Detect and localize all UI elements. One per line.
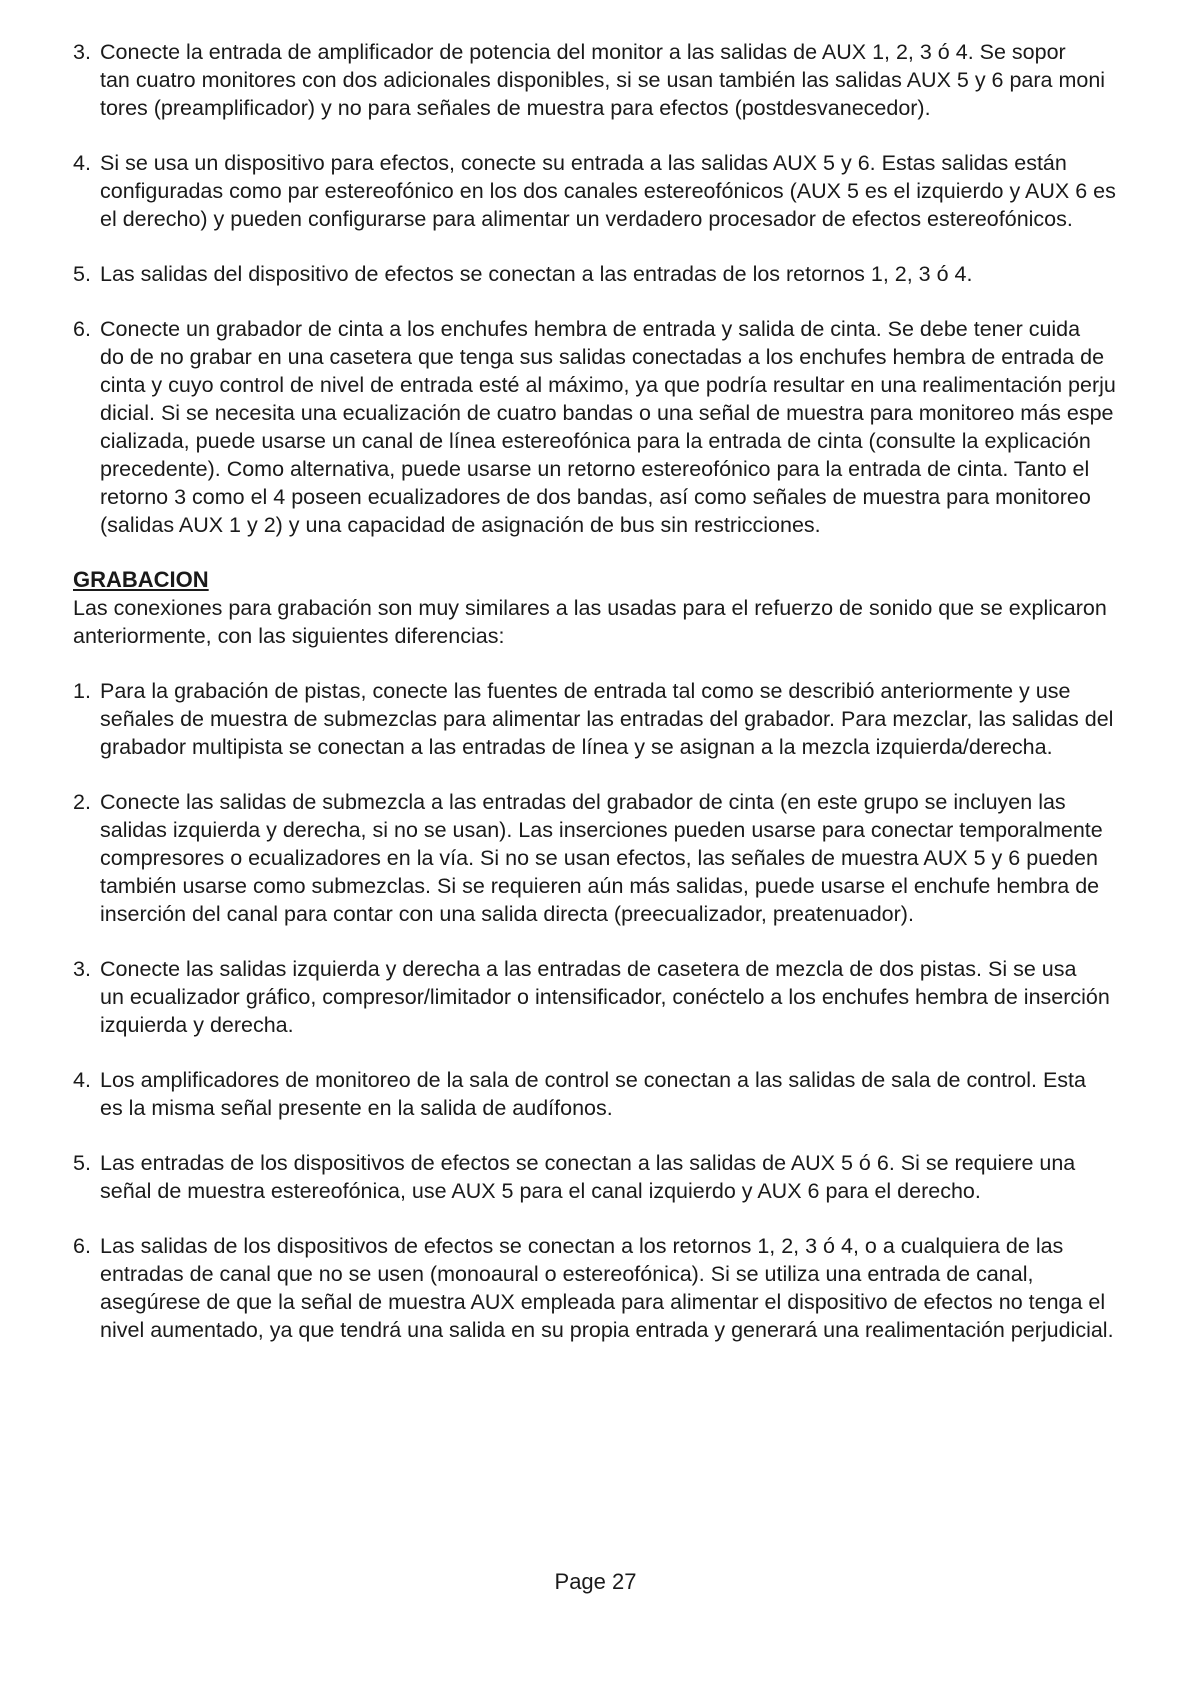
list-item [73,38,1153,122]
text-line: Para la grabación de pistas, conecte las fuentes de entrada tal como se describió anteriormente y use [100,679,1071,703]
text-line: (salidas AUX 1 y 2) y una capacidad de asignación de bus sin restricciones. [100,513,821,537]
list-item [73,260,1153,288]
list-item-number: 3. [73,40,91,64]
text-line: nivel aumentado, ya que tendrá una salida en su propia entrada y generará una realimentación perjudicial. [100,1318,1114,1342]
text-line: anteriormente, con las siguientes diferencias: [73,624,505,648]
text-line: el derecho) y pueden configurarse para alimentar un verdadero procesador de efectos estereofónicos. [100,207,1073,231]
section-heading-grabacion: GRABACION [73,567,209,592]
text-line: cializada, puede usarse un canal de línea estereofónica para la entrada de cinta (consulte la explicación [100,429,1091,453]
text-line: Las entradas de los dispositivos de efectos se conectan a las salidas de AUX 5 ó 6. Si se requiere una [100,1151,1076,1175]
page-number: Page 27 [554,1569,637,1594]
list-item [73,955,1153,1039]
text-line: un ecualizador gráfico, compresor/limitador o intensificador, conéctelo a los enchufes hembra de inserción [100,985,1110,1009]
text-line: Conecte las salidas de submezcla a las entradas del grabador de cinta (en este grupo se incluyen las [100,790,1066,814]
text-line: dicial. Si se necesita una ecualización de cuatro bandas o una señal de muestra para monitoreo más espe [100,401,1114,425]
list-item [73,677,1153,761]
list-item [73,149,1153,233]
list-item-number: 1. [73,679,91,703]
text-line: señales de muestra de submezclas para alimentar las entradas del grabador. Para mezclar, las salidas del [100,707,1114,731]
text-line: cinta y cuyo control de nivel de entrada esté al máximo, ya que podría resultar en una realimentación perju [100,373,1116,397]
text-line: Los amplificadores de monitoreo de la sala de control se conectan a las salidas de sala de control. Esta [100,1068,1086,1092]
text-line: Conecte las salidas izquierda y derecha a las entradas de casetera de mezcla de dos pistas. Si se usa [100,957,1077,981]
text-line: grabador multipista se conectan a las entradas de línea y se asignan a la mezcla izquierda/derecha. [100,735,1053,759]
text-line: retorno 3 como el 4 poseen ecualizadores de dos bandas, así como señales de muestra para monitoreo [100,485,1091,509]
list-item [73,1149,1153,1205]
text-line: precedente). Como alternativa, puede usarse un retorno estereofónico para la entrada de cinta. Tanto el [100,457,1090,481]
text-line: señal de muestra estereofónica, use AUX 5 para el canal izquierdo y AUX 6 para el derecho. [100,1179,981,1203]
list-item [73,788,1153,928]
list-item-number: 5. [73,262,91,286]
list-item-number: 4. [73,1068,91,1092]
text-line: compresores o ecualizadores en la vía. Si no se usan efectos, las señales de muestra AUX 5 y 6 pueden [100,846,1098,870]
text-line: Conecte la entrada de amplificador de potencia del monitor a las salidas de AUX 1, 2, 3 ó 4. Se sopor [100,40,1066,64]
text-line: configuradas como par estereofónico en los dos canales estereofónicos (AUX 5 es el izquierdo y AUX 6 es [100,179,1116,203]
list-item [73,1232,1153,1344]
text-line: Conecte un grabador de cinta a los enchufes hembra de entrada y salida de cinta. Se debe tener cuida [100,317,1081,341]
text-line: es la misma señal presente en la salida de audífonos. [100,1096,613,1120]
text-line: tores (preamplificador) y no para señales de muestra para efectos (postdesvanecedor). [100,96,931,120]
text-line: tan cuatro monitores con dos adicionales disponibles, si se usan también las salidas AUX 5 y 6 para moni [100,68,1106,92]
list-item-number: 6. [73,1234,91,1258]
text-line: salidas izquierda y derecha, si no se usan). Las inserciones pueden usarse para conectar temporalmente [100,818,1103,842]
numbered-list-continued [73,38,1153,539]
text-line: do de no grabar en una casetera que tenga sus salidas conectadas a los enchufes hembra de entrada de [100,345,1105,369]
text-line: asegúrese de que la señal de muestra AUX empleada para alimentar el dispositivo de efectos no tenga el [100,1290,1106,1314]
list-item-number: 6. [73,317,91,341]
page-content [73,38,1153,1371]
section-intro [73,594,1153,650]
list-item-number: 5. [73,1151,91,1175]
text-line: inserción del canal para contar con una salida directa (preecualizador, preatenuador). [100,902,914,926]
numbered-list-grabacion [73,677,1153,1344]
list-item [73,1066,1153,1122]
text-line: también usarse como submezclas. Si se requieren aún más salidas, puede usarse el enchufe hembra de [100,874,1100,898]
list-item-number: 4. [73,151,91,175]
text-line: Las conexiones para grabación son muy similares a las usadas para el refuerzo de sonido que se explicaron [73,596,1107,620]
text-line: Las salidas de los dispositivos de efectos se conectan a los retornos 1, 2, 3 ó 4, o a cualquiera de las [100,1234,1064,1258]
text-line: entradas de canal que no se usen (monoaural o estereofónica). Si se utiliza una entrada de canal, [100,1262,1034,1286]
text-line: izquierda y derecha. [100,1013,294,1037]
list-item [73,315,1153,539]
list-item-number: 2. [73,790,91,814]
list-item-number: 3. [73,957,91,981]
text-line: Las salidas del dispositivo de efectos se conectan a las entradas de los retornos 1, 2, 3 ó 4. [100,262,973,286]
text-line: Si se usa un dispositivo para efectos, conecte su entrada a las salidas AUX 5 y 6. Estas salidas están [100,151,1067,175]
